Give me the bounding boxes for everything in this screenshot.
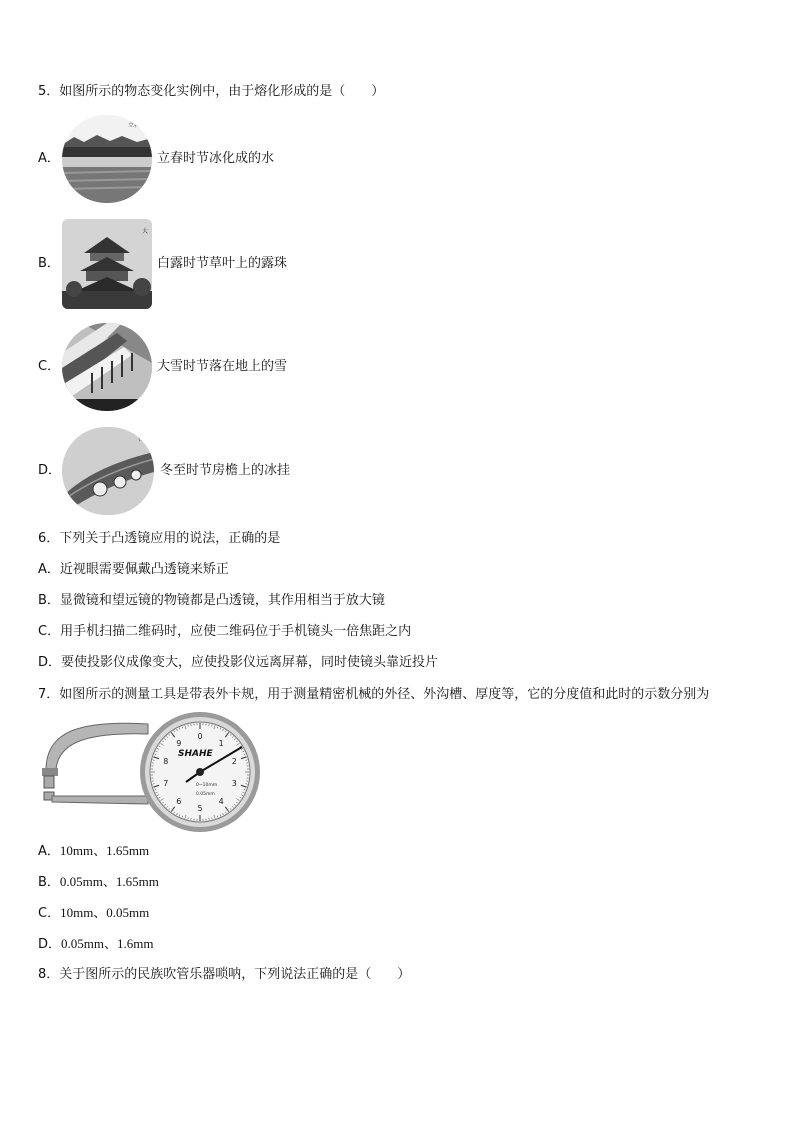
svg-text:大: 大 (142, 228, 149, 235)
dial-number: 3 (231, 779, 237, 789)
dial-number: 0 (197, 732, 203, 741)
dial-number: 7 (163, 779, 169, 789)
q6-option-a: A．近视眼需要佩戴凸透镜来矫正 (38, 562, 229, 577)
q6-option-b: B．显微镜和望远镜的物镜都是凸透镜，其作用相当于放大镜 (38, 593, 385, 608)
dial-number: 1 (218, 738, 224, 748)
q7-option-a: A．10mm、1.65mm (38, 843, 150, 859)
dial-number: 4 (218, 797, 224, 807)
q7-option-d: D．0.05mm、1.6mm (38, 936, 154, 952)
dial-number: 8 (163, 756, 169, 766)
dew-drops-leaf-image (62, 427, 154, 515)
svg-text:立春: 立春 (128, 122, 141, 129)
dial-number: 6 (176, 797, 182, 807)
gauge-range: 0~10mm (196, 783, 218, 788)
q5-option-d-label: D． (38, 463, 62, 478)
q5-option-c-text: 大雪时节落在地上的雪 (157, 359, 288, 374)
q5-option-c-label: C． (38, 359, 61, 374)
spring-ice-melting-image (62, 115, 152, 203)
q5-option-d-text: 冬至时节房檐上的冰挂 (160, 463, 291, 478)
svg-text:白露: 白露 (138, 436, 151, 443)
q5-option-a-label: A． (38, 151, 60, 166)
gauge-resolution: 0.05mm (196, 792, 215, 797)
gauge-brand: SHAHE (178, 749, 213, 759)
snow-eaves-image (62, 323, 152, 411)
dial-number: 9 (176, 738, 182, 748)
temple-heaven-image (62, 219, 152, 309)
q5-option-a-text: 立春时节冰化成的水 (157, 151, 275, 166)
question-8-stem: 8．关于图所示的民族吹管乐器唢呐，下列说法正确的是（ ） (38, 967, 411, 982)
q6-option-c: C．用手机扫描二维码时，应使二维码位于手机镜头一倍焦距之内 (38, 624, 412, 639)
question-7-stem: 7．如图所示的测量工具是带表外卡规，用于测量精密机械的外径、外沟槽、厚度等，它的分度值和此时的示数分别为 (38, 687, 710, 702)
dial-number: 2 (231, 756, 237, 766)
q7-option-c: C．10mm、0.05mm (38, 905, 150, 921)
q7-option-b: B．0.05mm、1.65mm (38, 874, 159, 890)
question-6-stem: 6．下列关于凸透镜应用的说法，正确的是 (38, 531, 281, 546)
q5-option-b-text: 白露时节草叶上的露珠 (157, 256, 288, 271)
q6-option-d: D．要使投影仪成像变大，应使投影仪远离屏幕，同时使镜头靠近投片 (38, 655, 439, 670)
dial-number: 5 (197, 804, 203, 813)
dial-caliper-gauge-image (38, 712, 262, 834)
q5-option-b-label: B． (38, 256, 60, 271)
question-5-stem: 5．如图所示的物态变化实例中，由于熔化形成的是（ ） (38, 84, 385, 99)
